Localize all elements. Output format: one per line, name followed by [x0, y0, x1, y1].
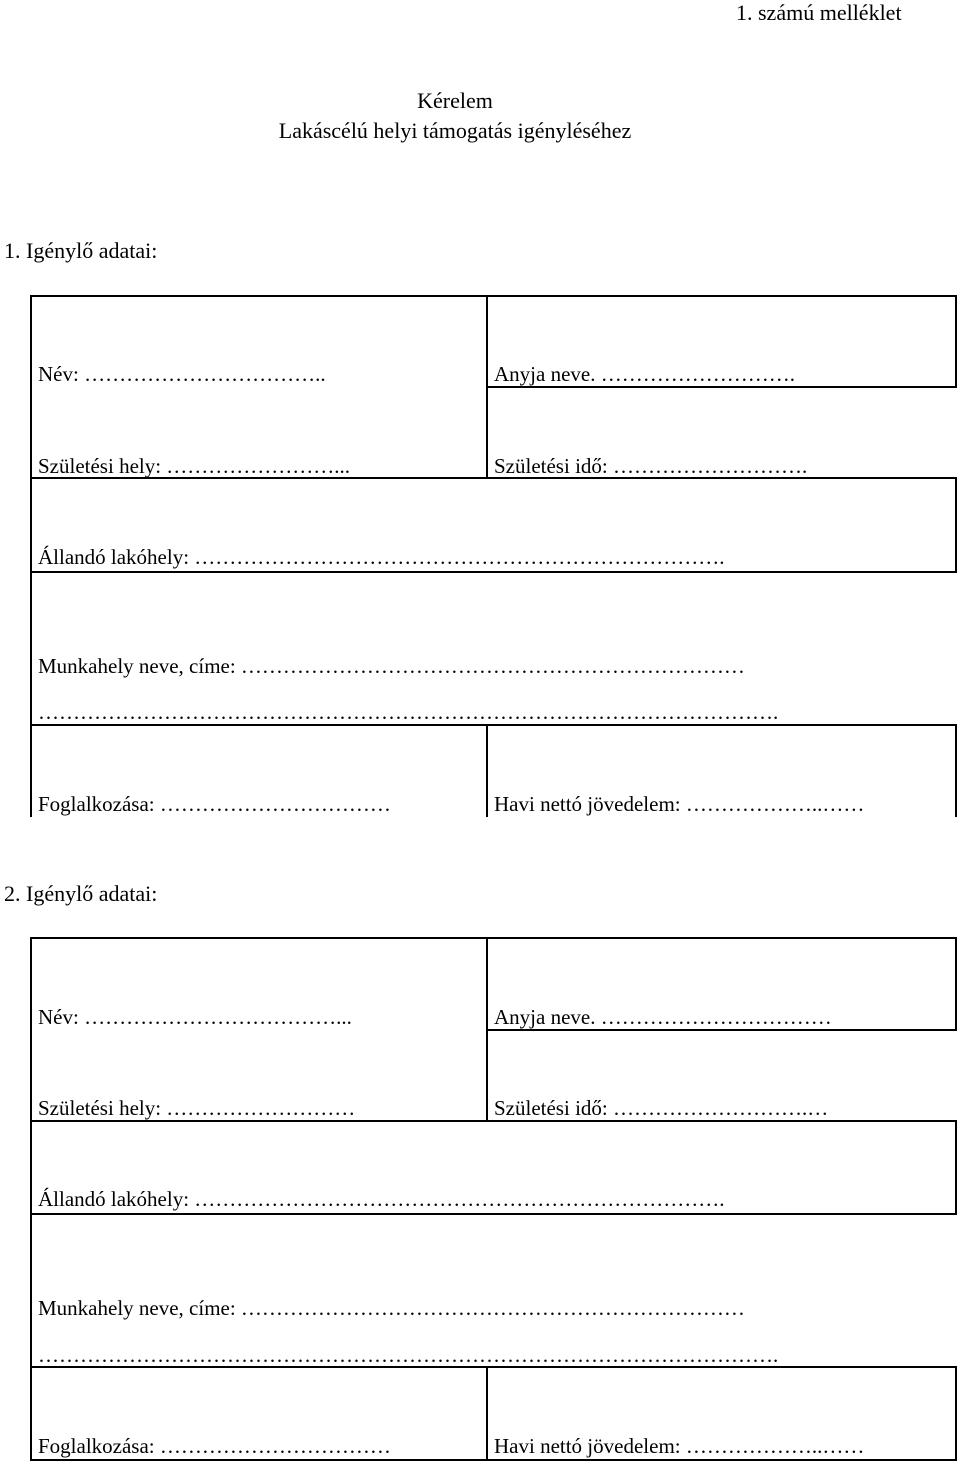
- section-1-heading: 1. Igénylő adatai:: [4, 238, 158, 263]
- frame-right: [955, 937, 957, 1030]
- row-divider: [30, 571, 957, 573]
- row-divider: [486, 386, 957, 388]
- occupation-field[interactable]: Foglalkozása: ……………………………: [38, 792, 391, 816]
- form-title: Kérelem: [417, 88, 493, 113]
- column-divider: [486, 1366, 488, 1461]
- residence-field[interactable]: Állandó lakóhely: ………………………………………………………………….: [38, 1187, 725, 1211]
- mother-name-field[interactable]: Anyja neve. ……………………….: [494, 362, 795, 386]
- section-2-heading: 2. Igénylő adatai:: [4, 881, 158, 906]
- workplace-field-continued[interactable]: …………………………………………………………………………………………….: [38, 700, 779, 724]
- frame-left: [30, 295, 32, 817]
- net-income-field[interactable]: Havi nettó jövedelem: ………………..……: [494, 792, 865, 816]
- workplace-field[interactable]: Munkahely neve, címe: ………………………………………………………………: [38, 654, 745, 678]
- annex-label: 1. számú melléklet: [736, 0, 902, 25]
- workplace-field[interactable]: Munkahely neve, címe: ………………………………………………………………: [38, 1296, 745, 1320]
- frame-right: [955, 724, 957, 817]
- frame-right: [955, 1366, 957, 1461]
- frame-right: [955, 477, 957, 572]
- row-divider: [30, 1213, 957, 1215]
- name-field[interactable]: Név: ……………………………..: [38, 362, 326, 386]
- row-divider: [486, 1029, 957, 1031]
- frame-right: [955, 295, 957, 387]
- row-divider: [30, 724, 957, 726]
- row-divider: [30, 1120, 486, 1122]
- birthdate-field[interactable]: Születési idő: ……………………….: [494, 454, 808, 478]
- mother-name-field[interactable]: Anyja neve. ……………………………: [494, 1005, 832, 1029]
- name-field[interactable]: Név: ………………………………...: [38, 1005, 352, 1029]
- net-income-field[interactable]: Havi nettó jövedelem: ………………..……: [494, 1434, 865, 1458]
- row-divider: [486, 1120, 957, 1122]
- residence-field[interactable]: Állandó lakóhely: ………………………………………………………………….: [38, 545, 725, 569]
- frame-right: [955, 1120, 957, 1214]
- occupation-field[interactable]: Foglalkozása: ……………………………: [38, 1434, 391, 1458]
- birthplace-field[interactable]: Születési hely: ……………………...: [38, 454, 351, 478]
- birthplace-field[interactable]: Születési hely: ………………………: [38, 1096, 356, 1120]
- column-divider: [486, 724, 488, 817]
- frame-top: [30, 937, 957, 939]
- birthdate-field[interactable]: Születési idő: ……………………….…: [494, 1096, 829, 1120]
- frame-top: [30, 295, 957, 297]
- frame-bottom: [30, 1459, 957, 1461]
- workplace-field-continued[interactable]: …………………………………………………………………………………………….: [38, 1343, 779, 1367]
- form-subtitle: Lakáscélú helyi támogatás igényléséhez: [278, 118, 632, 143]
- frame-left: [30, 937, 32, 1461]
